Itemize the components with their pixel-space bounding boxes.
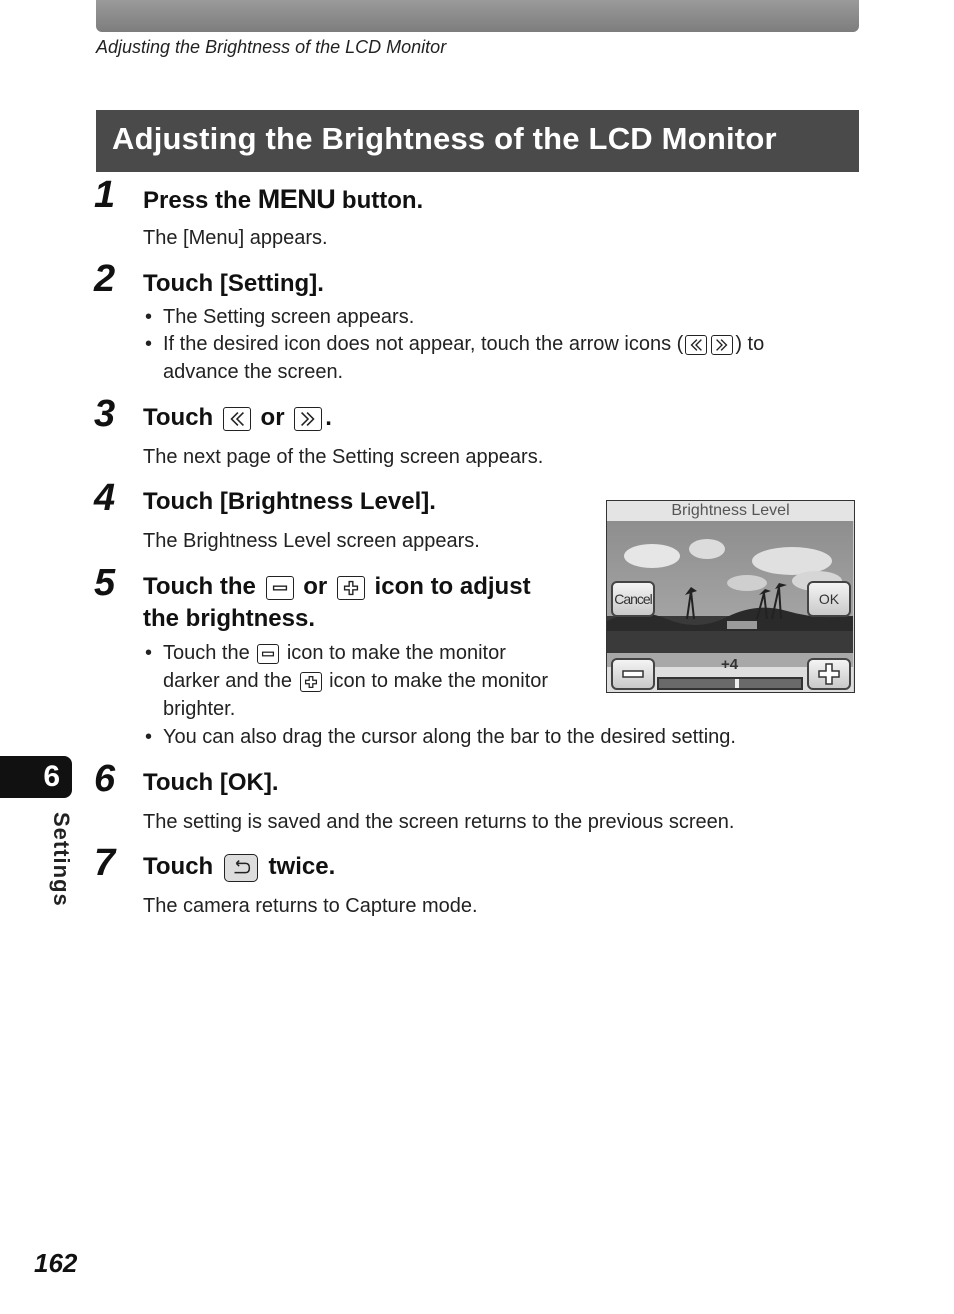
bullet-item: • You can also drag the cursor along the bar to the desired setting. [145,726,736,748]
header-bar [96,0,859,32]
running-head: Adjusting the Brightness of the LCD Monitor [96,37,447,57]
step-number: 7 [94,842,116,884]
lcd-cancel-button[interactable]: Cancel [611,581,655,617]
lcd-ok-button[interactable]: OK [807,581,851,617]
bullet-text: The Setting screen appears. [163,306,415,328]
plus-icon [337,576,365,600]
step-number: 4 [94,477,116,519]
step-description: The next page of the Setting screen appears. [143,446,544,468]
step-number: 6 [94,758,116,800]
bullet-text: If the desired icon does not appear, touch the arrow icons ( [163,333,684,355]
step-heading-text: Press the [143,187,258,214]
step-description: The Brightness Level screen appears. [143,530,480,552]
arrow-left-icon [685,335,707,355]
brightness-level-value: +4 [721,656,739,673]
arrow-right-icon [294,407,322,431]
step-heading-text: or [296,573,334,600]
section-title: Adjusting the Brightness of the LCD Monitor [96,110,859,172]
brightness-slider[interactable] [657,677,803,690]
arrow-right-icon [711,335,733,355]
bullet-text: ) to [735,333,765,355]
plus-icon [300,672,322,692]
step-heading [143,183,423,217]
slider-cursor[interactable] [735,679,739,688]
lcd-minus-button[interactable] [611,658,655,690]
step-heading-text: . [325,404,332,431]
step-heading-text: Touch [143,404,220,431]
bullet-item: • If the desired icon does not appear, touch the arrow icons ( ) to advance the screen. [145,333,765,383]
menu-button-label: MENU [257,184,336,214]
step-heading [143,402,332,434]
chapter-label: Settings [49,812,74,907]
bullet-text: icon to make the monitor [281,642,506,664]
step-heading-text: icon to adjust [367,573,531,600]
step-heading-text: or [253,404,292,431]
step-heading: Touch [OK]. [143,769,279,796]
bullet-text: You can also drag the cursor along the bar to the desired setting. [163,726,736,748]
bullet-text: advance the screen. [163,361,344,383]
bullet-text: brighter. [163,698,236,720]
step-heading-text: button. [335,187,424,214]
step-heading-text: the brightness. [143,605,316,632]
plus-icon [809,660,849,688]
step-heading-text: Touch [143,853,220,880]
back-return-icon [224,854,258,882]
step-description: The camera returns to Capture mode. [143,895,478,917]
bullet-text: icon to make the monitor [323,670,549,692]
lcd-screen-illustration [606,500,855,693]
lcd-screen-title: Brightness Level [607,501,854,521]
step-heading: Touch [Setting]. [143,270,324,297]
step-description: The setting is saved and the screen returns to the previous screen. [143,811,735,833]
step-number: 5 [94,562,116,604]
minus-icon [613,660,653,688]
page-number: 162 [34,1248,78,1278]
lcd-plus-button[interactable] [807,658,851,690]
bullet-text: Touch the [163,642,256,664]
bullet-item: • Touch the icon to make the monitor darker and the icon to make the monitor brighter. [145,642,549,720]
step-description: The [Menu] appears. [143,227,328,249]
bullet-text: darker and the [163,670,298,692]
arrow-left-icon [223,407,251,431]
step-heading-text: Touch the [143,573,263,600]
step-number: 2 [94,258,116,300]
step-heading-text: twice. [261,853,336,880]
step-heading: Touch [Brightness Level]. [143,488,436,515]
chapter-tab: 6 [0,756,72,798]
minus-icon [257,644,279,664]
bullet-item: • The Setting screen appears. [145,306,415,328]
step-heading [143,571,593,635]
minus-icon [266,576,294,600]
step-heading [143,851,335,883]
step-number: 1 [94,174,116,216]
step-number: 3 [94,393,116,435]
